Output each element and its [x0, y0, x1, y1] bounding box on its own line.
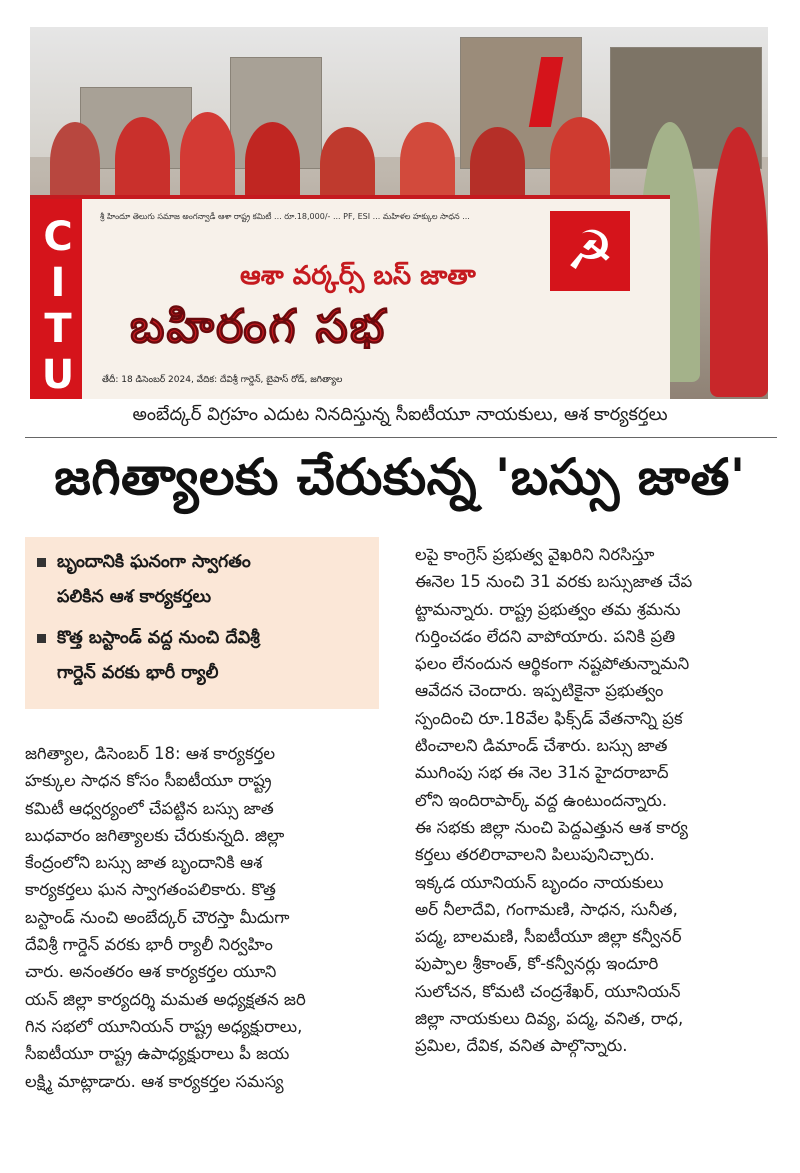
- highlight-line: గార్డెన్ వరకు భారీ ర్యాలీ: [57, 663, 219, 683]
- body-line: జిల్లా నాయకులు దివ్య, పద్మ, వనిత, రాధ,: [415, 1009, 684, 1029]
- body-line: సీఐటీయూ రాష్ట్ర ఉపాధ్యక్షురాలు పీ జయ: [25, 1044, 290, 1064]
- body-line: కేంద్రంలోని బస్సు జాత బృందానికి ఆశ: [25, 853, 263, 873]
- body-line: ఈనెల 15 నుంచి 31 వరకు బస్సుజాత చేప: [415, 572, 693, 592]
- body-line: ఈ సభకు జిల్లా నుంచి పెద్దఎత్తున ఆశ కార్య: [415, 817, 688, 837]
- body-line: కమిటీ ఆధ్వర్యంలో చేపట్టిన బస్సు జాత: [25, 798, 274, 818]
- body-line: బుధవారం జగిత్యాలకు చేరుకున్నది. జిల్లా: [25, 825, 285, 845]
- body-line: ఇక్కడ యూనియన్ బృందం నాయకులు: [415, 872, 664, 892]
- highlights-box: [25, 537, 379, 709]
- bullet-icon: [37, 558, 46, 567]
- body-line: దేవిశ్రీ గార్డెన్ వరకు భారీ ర్యాలీ నిర్వహిం: [25, 935, 273, 955]
- headline: జగిత్యాలకు చేరుకున్న 'బస్సు జాత': [54, 448, 746, 506]
- body-line: గుర్తించడం లేదని వాపోయారు. పనికి ప్రతి: [415, 626, 676, 646]
- body-line: యన్ జిల్లా కార్యదర్శి మమత అధ్యక్షతన జరి: [25, 989, 306, 1009]
- body-line: చారు. అనంతరం ఆశ కార్యకర్తల యూని: [25, 962, 277, 982]
- body-line: పుప్పాల శ్రీకాంత్, కో-కన్వీనర్లు ఇందూరి: [415, 954, 659, 974]
- body-line: జగిత్యాల, డిసెంబర్ 18: ఆశ కార్యకర్తల: [25, 744, 276, 763]
- body-line: కర్తలు తరలిరావాలని పిలుపునిచ్చారు.: [415, 845, 655, 865]
- bullet-icon: [37, 634, 46, 643]
- article-body-right: [415, 541, 777, 1060]
- banner-title: బహిరంగ సభ: [130, 299, 387, 353]
- photo-person: [400, 122, 455, 202]
- body-line: లక్ష్మి మాట్లాడారు. ఆశ కార్యకర్తల సమస్య: [25, 1071, 284, 1091]
- photo-person: [245, 122, 300, 202]
- highlight-item: [35, 545, 369, 615]
- body-line: అర్ నీలాదేవి, గంగామణి, సాధన, సునీత,: [415, 899, 678, 919]
- banner-subtitle: ఆశా వర్కర్స్ బస్ జాతా: [240, 261, 476, 291]
- body-line: ప్రమిల, దేవిక, వనిత పాల్గొన్నారు.: [415, 1036, 628, 1056]
- banner-date: తేదీ: 18 డిసెంబర్ 2024, వేదిక: దేవిశ్రీ గార్డెన్, బైపాస్ రోడ్, జగిత్యాల: [102, 375, 343, 385]
- news-photo: [30, 27, 768, 399]
- body-line: ట్టామన్నారు. రాష్ట్ర ప్రభుత్వం తమ శ్రమను: [415, 599, 681, 619]
- body-line: స్పందించి రూ.18వేల ఫిక్స్‌డ్ వేతనాన్ని ప్రక: [415, 708, 683, 728]
- body-line: లపై కాంగ్రెస్ ప్రభుత్వ వైఖరిని నిరసిస్తూ: [415, 545, 655, 564]
- body-line: ముగింపు సభ ఈ నెల 31న హైదరాబాద్: [415, 763, 669, 783]
- body-line: బస్టాండ్ నుంచి అంబేద్కర్ చౌరస్తా మీదుగా: [25, 907, 290, 927]
- banner-side-label: CITU: [30, 199, 82, 399]
- photo-caption: అంబేద్కర్ విగ్రహం ఎదుట నినదిస్తున్న సీఐటీయూ నాయకులు, ఆశ కార్యకర్తలు: [132, 404, 668, 425]
- article-body-left: [25, 740, 391, 1095]
- highlight-item: [35, 621, 369, 691]
- rally-banner: [30, 195, 670, 399]
- body-line: పద్మ, బాలమణి, సీఐటీయూ జిల్లా కన్వీనర్: [415, 927, 682, 947]
- body-line: గిన సభలో యూనియన్ రాష్ట్ర అధ్యక్షురాలు,: [25, 1016, 303, 1036]
- body-line: టించాలని డిమాండ్ చేశారు. బస్సు జాత: [415, 736, 668, 756]
- photo-person: [180, 112, 235, 202]
- hammer-sickle-icon: ☭: [550, 211, 630, 291]
- highlight-line: కొత్త బస్టాండ్ వద్ద నుంచి దేవిశ్రీ: [57, 628, 260, 648]
- body-line: సులోచన, కోమటి చంద్రశేఖర్, యూనియన్: [415, 981, 681, 1001]
- divider: [25, 437, 777, 438]
- photo-person: [50, 122, 100, 202]
- body-line: కార్యకర్తలు ఘన స్వాగతంపలికారు. కొత్త: [25, 880, 276, 900]
- body-line: ఫలం లేనందున ఆర్థికంగా నష్టపోతున్నామని: [415, 654, 690, 674]
- body-line: హక్కుల సాధన కోసం సీఐటీయూ రాష్ట్ర: [25, 771, 272, 791]
- body-line: లోని ఇందిరాపార్క్ వద్ద ఉంటుందన్నారు.: [415, 790, 668, 810]
- highlight-line: బృందానికి ఘనంగా స్వాగతం: [57, 552, 251, 572]
- body-line: ఆవేదన చెందారు. ఇప్పటికైనా ప్రభుత్వం: [415, 681, 664, 701]
- photo-person: [115, 117, 170, 202]
- photo-person: [320, 127, 375, 202]
- photo-person: [470, 127, 525, 202]
- photo-person: [710, 127, 768, 397]
- banner-top-text: శ్రీ హిందూ తెలుగు సమాజ అంగన్వాడీ ఆశా రాష్ట్ర కమిటీ ... రూ.18,000/- ... PF, ESI ... మహిళల హక్కుల సాధన ...: [100, 212, 470, 221]
- highlight-line: పలికిన ఆశ కార్యకర్తలు: [57, 587, 212, 607]
- photo-person: [550, 117, 610, 202]
